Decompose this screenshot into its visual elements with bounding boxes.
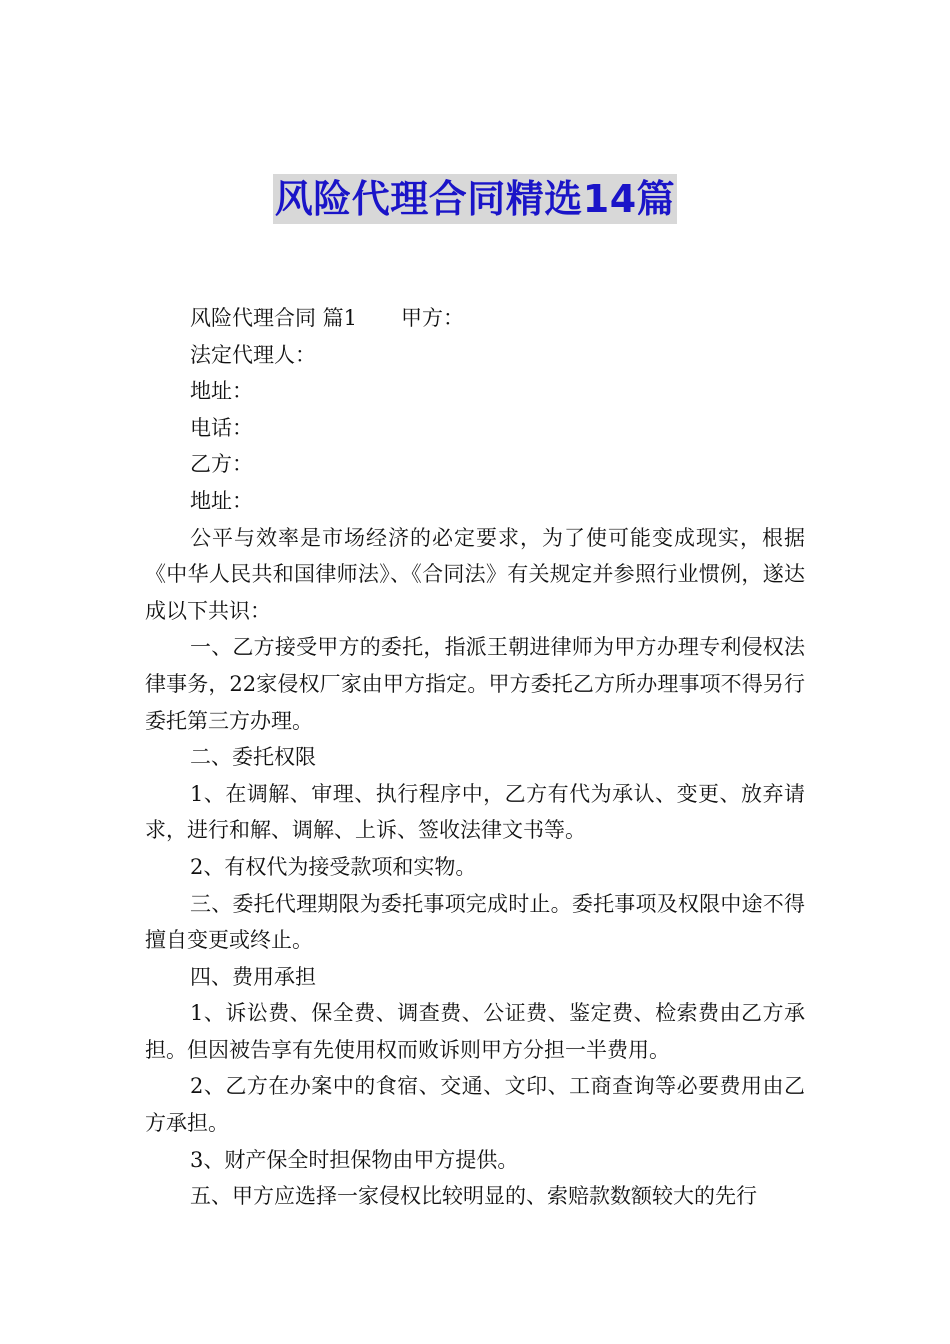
title-container: [0, 174, 950, 224]
paragraph: 一、乙方接受甲方的委托，指派王朝进律师为甲方办理专利侵权法律事务，22家侵权厂家由甲方指定。甲方委托乙方所办理事项不得另行委托第三方办理。: [145, 635, 805, 733]
section-heading: 风险代理合同 篇1: [190, 306, 358, 330]
paragraph: 1、在调解、审理、执行程序中，乙方有代为承认、变更、放弃请求，进行和解、调解、上诉、签收法律文书等。: [145, 781, 805, 843]
paragraph: 公平与效率是市场经济的必定要求，为了使可能变成现实，根据《中华人民共和国律师法》、《合同法》有关规定并参照行业惯例，遂达成以下共识：: [145, 525, 805, 623]
paragraph: 2、乙方在办案中的食宿、交通、文印、工商查询等必要费用由乙方承担。: [145, 1074, 805, 1136]
paragraph: 2、有权代为接受款项和实物。: [190, 854, 477, 879]
paragraph: 法定代理人：: [190, 342, 316, 367]
document-title: 风险代理合同精选14篇: [273, 174, 677, 224]
paragraph: 乙方：: [190, 452, 253, 477]
paragraph: 五、甲方应选择一家侵权比较明显的、索赔款数额较大的先行: [190, 1184, 757, 1209]
paragraph: 1、诉讼费、保全费、调查费、公证费、鉴定费、检索费由乙方承担。但因被告享有先使用权而败诉则甲方分担一半费用。: [145, 1001, 805, 1062]
paragraph: 电话：: [190, 415, 253, 440]
paragraph: 地址：: [190, 488, 253, 513]
paragraph: 地址：: [190, 379, 253, 404]
paragraph: 三、委托代理期限为委托事项完成时止。委托事项及权限中途不得擅自变更或终止。: [145, 891, 805, 953]
paragraph: 四、费用承担: [190, 964, 316, 989]
document-body: [145, 300, 805, 1215]
party-a-label: 甲方：: [401, 306, 465, 330]
paragraph: 3、财产保全时担保物由甲方提供。: [190, 1147, 519, 1172]
first-line: [145, 300, 805, 337]
paragraph: 二、委托权限: [190, 745, 316, 770]
